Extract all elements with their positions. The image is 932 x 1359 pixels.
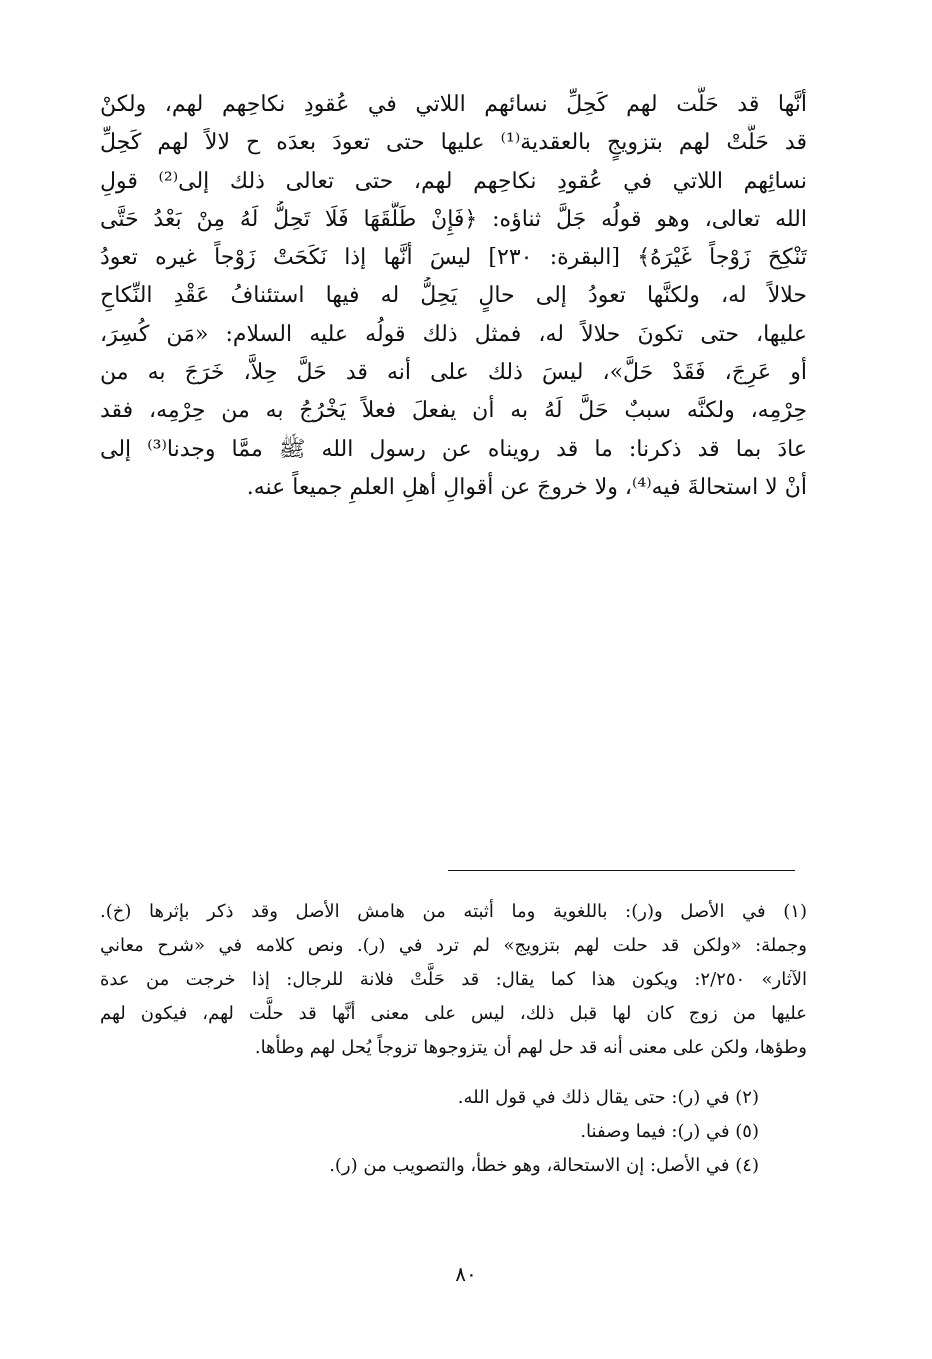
footnote-line: وجملة: «ولكن قد حلت لهم بتزويج» لم ترد في (ر). ونص كلامه في «شرح معاني	[100, 935, 807, 956]
footnote-3: (٥) في (ر): فيما وصفنا.	[580, 1121, 759, 1142]
text-line: قد حَلَّتْ لهم بتزويجٍ بالعقدية⁽¹⁾ عليها حتى تعودَ بعدَه ح لالاً لهم كَحِلِّ	[100, 130, 807, 156]
footnote-line: الآثار» ٢/٢٥٠: ويكون هذا كما يقال: قد حَلَّتْ فلانة للرجال: إذا خرجت من عدة	[100, 969, 807, 990]
footnote-2: (٢) في (ر): حتى يقال ذلك في قول الله.	[457, 1087, 759, 1108]
footnote-line: عليها من زوج كان لها قبل ذلك، ليس على معنى أنَّها قد حلَّت لهم، فيكون لهم	[100, 1003, 807, 1024]
page-number: ٨٠	[455, 1262, 477, 1286]
main-text-block	[100, 86, 807, 507]
text-line: حِرْمِه، ولكنَّه سببٌ حَلَّ لَهُ به أن يفعلَ فعلاً يَخْرُجُ به من حِرْمِه، فقد	[100, 398, 807, 424]
text-line: نسائِهم اللاتي في عُقودِ نكاحِهم لهم، حتى تعالى ذلك إلى⁽²⁾ قولِ	[100, 168, 807, 194]
text-line: تَنْكِحَ زَوْجاً غَيْرَهُ﴾ [البقرة: ٢٣٠] ليسَ أنَّها إذا نَكَحَتْ زَوْجاً غيره تعودُ	[100, 245, 807, 271]
footnote-1	[100, 895, 807, 1065]
text-line: أنَّها قد حَلَّت لهم كَحِلِّ نسائهم اللاتي في عُقودِ نكاحِهم لهم، ولكنْ	[100, 92, 807, 117]
footnotes-block	[100, 895, 807, 1183]
text-line: عليها، حتى تكونَ حلالاً له، فمثل ذلك قولُه عليه السلام: «مَن كُسِرَ،	[100, 321, 807, 347]
text-line: حلالاً له، ولكنَّها تعودُ إلى حالٍ يَحِلُّ له فيها استئنافُ عَقْدِ النِّكاحِ	[100, 283, 807, 309]
footnote-divider	[448, 870, 795, 871]
text-line: أو عَرِجَ، فَقَدْ حَلَّ»، ليسَ ذلك على أنه قد حَلَّ حِلاًّ، خَرَجَ به من	[100, 360, 807, 386]
footnote-line: (١) في الأصل و(ر): باللغوية وما أثبته من هامش الأصل وقد ذكر بإثرها (خ).	[100, 901, 807, 922]
footnote-4: (٤) في الأصل: إن الاستحالة، وهو خطأ، والتصويب من (ر).	[329, 1155, 759, 1176]
text-line: عادَ بما قد ذكرنا: ما قد رويناه عن رسول الله ﷺ ممَّا وجدنا⁽³⁾ إلى	[100, 436, 807, 462]
text-line: الله تعالى، وهو قولُه جَلَّ ثناؤه: ﴿فَإِنْ طَلَّقَهَا فَلَا تَحِلُّ لَهُ مِنْ بَعْدُ حَتَّى	[100, 206, 807, 232]
footnote-line: وطؤها، ولكن على معنى أنه قد حل لهم أن يتزوجوها تزوجاً يُحل لهم وطأها.	[254, 1037, 807, 1058]
text-line: أنْ لا استحالةَ فيه⁽⁴⁾، ولا خروجَ عن أقوالِ أهلِ العلمِ جميعاً عنه.	[246, 474, 807, 500]
